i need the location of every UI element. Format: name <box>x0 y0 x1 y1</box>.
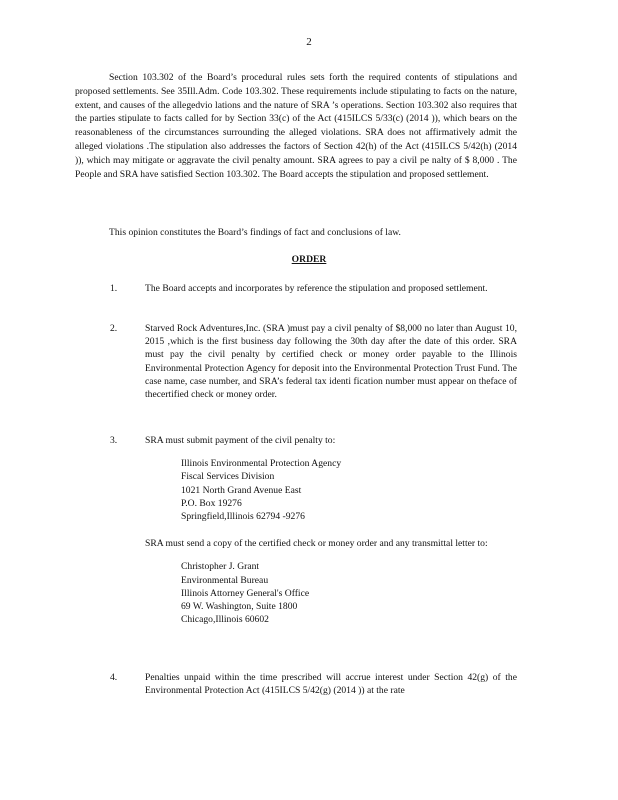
address-line: Illinois Attorney General's Office <box>181 587 310 599</box>
order-item-2 <box>75 322 517 401</box>
address-line: Chicago,Illinois 60602 <box>181 614 269 626</box>
address-line: Christopher J. Grant <box>181 561 260 573</box>
address-line: 69 W. Washington, Suite 1800 <box>181 601 298 613</box>
order-item-number: 2. <box>110 323 118 334</box>
payment-address <box>181 457 517 523</box>
transmittal-address <box>181 560 517 626</box>
address-line: 1021 North Grand Avenue East <box>181 484 302 496</box>
order-item-text: Starved Rock Adventures,Inc. (SRA )must pay a civil penalty of $8,000 no later than August 10, 2015 ,which is the first business day following the 30th day after the date of this order. SRA must pay the civil penalty by certified check or money order payable to the Illinois Environmental Protection Agency for deposit into the Environmental Protection Trust Fund. The case name, case number, and SRA’s federal tax identi fication number must appear on theface of thecertified check or money order. <box>145 323 517 401</box>
address-line: Illinois Environmental Protection Agency <box>181 458 342 470</box>
body-paragraph-1: Section 103.302 of the Board’s procedural rules sets forth the required contents of stipulations and proposed settlements. See 35Ill.Adm. Code 103.302. These requirements include stipulating to facts on the nature, extent, and causes of the allegedvio lations and the nature of SRA ’s operations. Section 103.302 also requires that the parties stipulate to facts called for by Section 33(c) of the Act (415ILCS 5/33(c) (2014 )), which bears on the reasonableness of the circumstances surrounding the alleged violations. SRA does not affirmatively admit the alleged violations .The stipulation also addresses the factors of Section 42(h) of the Act (415ILCS 5/42(h) (2014 )), which may mitigate or aggravate the civil penalty amount. SRA agrees to pay a civil pe nalty of $ 8,000 . The People and SRA have satisfied Section 103.302. The Board accepts the stipulation and proposed settlement. <box>75 72 517 180</box>
page-number: 2 <box>306 36 312 48</box>
order-item-number: 4. <box>110 672 118 683</box>
order-item-number: 3. <box>110 435 118 446</box>
order-heading: ORDER <box>291 254 327 265</box>
address-line: Environmental Bureau <box>181 574 269 586</box>
order-item-subtext: SRA must send a copy of the certified check or money order and any transmittal letter to: <box>145 538 488 550</box>
address-line: Fiscal Services Division <box>181 471 275 483</box>
order-item-text: Penalties unpaid within the time prescribed will accrue interest under Section 42(g) of the Environmental Protection Act (415ILCS 5/42(g) (2014 )) at the rate <box>145 672 517 697</box>
address-line: P.O. Box 19276 <box>181 497 242 509</box>
order-item-3 <box>75 434 517 626</box>
order-item-text: The Board accepts and incorporates by reference the stipulation and proposed settlement. <box>145 283 488 294</box>
order-item-4 <box>75 671 517 697</box>
order-item-number: 1. <box>110 283 118 294</box>
order-item-1 <box>75 282 517 295</box>
body-paragraph-2: This opinion constitutes the Board’s findings of fact and conclusions of law. <box>109 227 401 238</box>
address-line: Springfield,Illinois 62794 -9276 <box>181 511 305 523</box>
order-item-text: SRA must submit payment of the civil penalty to: <box>145 435 336 446</box>
